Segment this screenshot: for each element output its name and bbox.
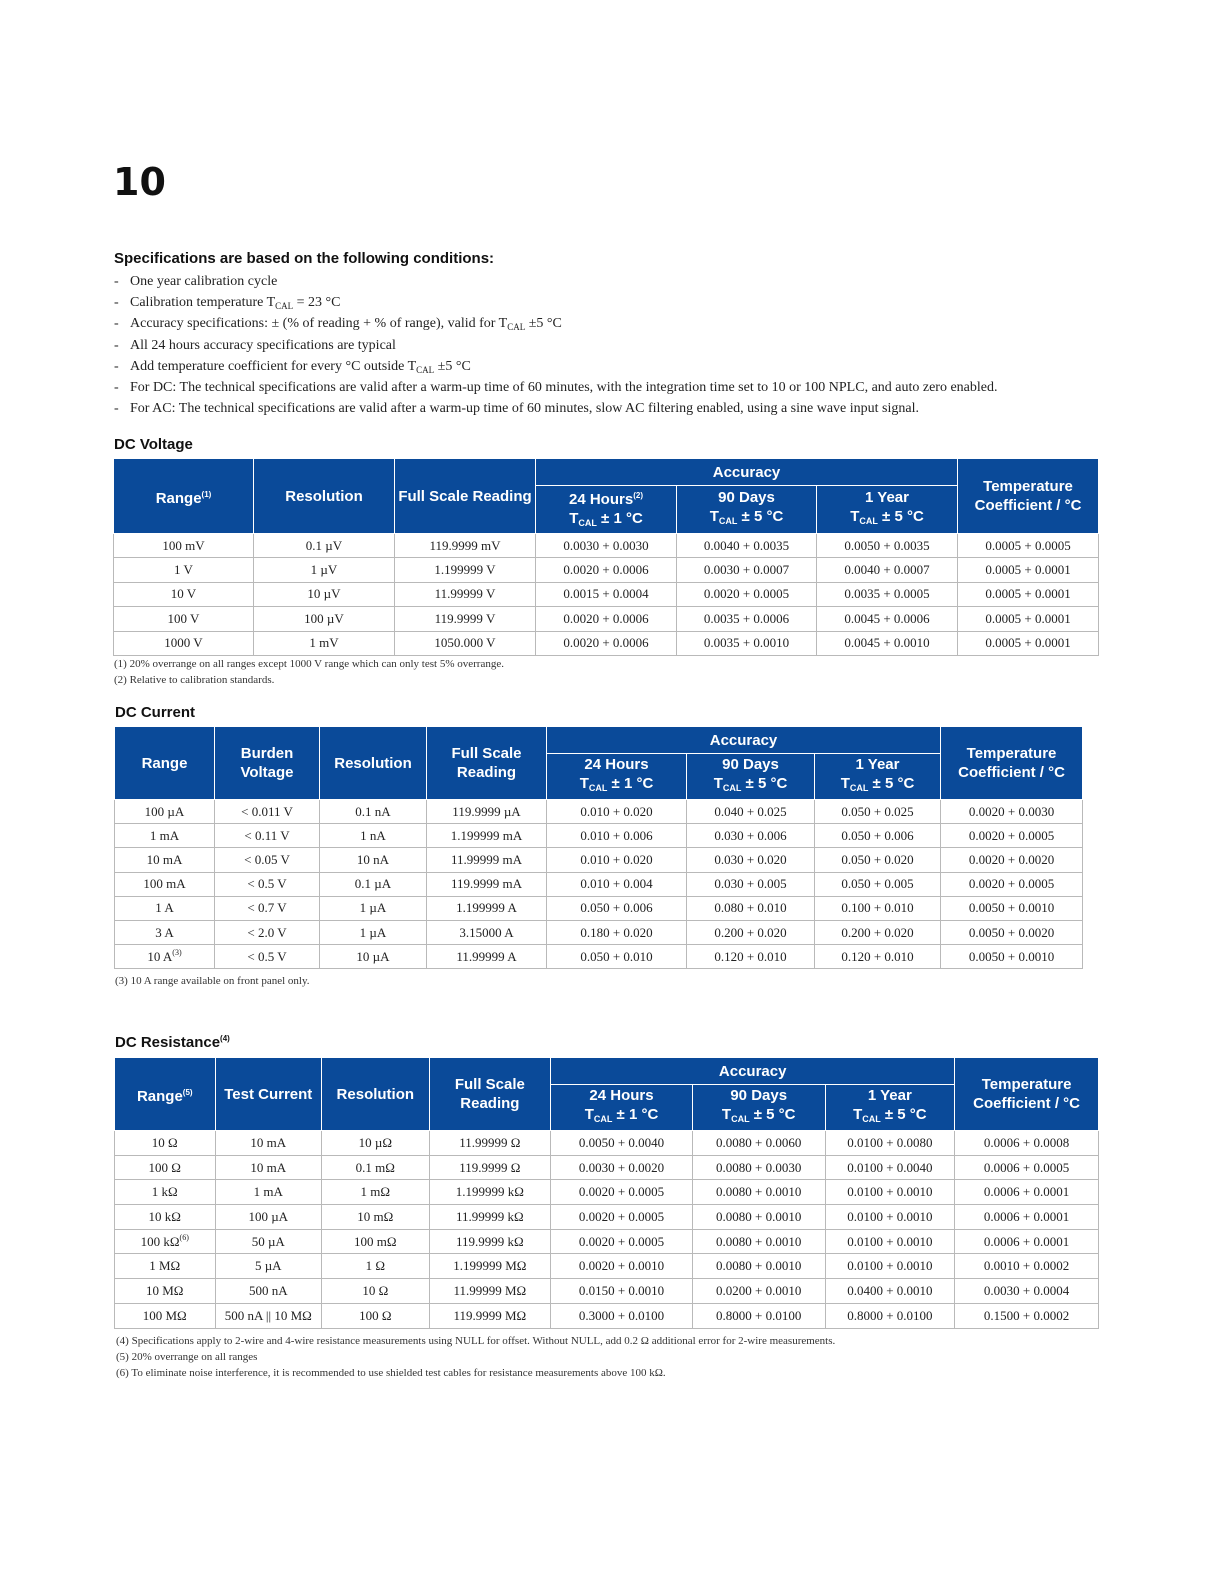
table-cell: 1 mV	[254, 631, 395, 655]
table-cell: 0.0040 + 0.0035	[677, 534, 817, 558]
table-cell: 100 µA	[115, 800, 215, 824]
table-cell: 0.0006 + 0.0001	[955, 1180, 1099, 1205]
table-cell: 0.1 µV	[254, 534, 395, 558]
header-accuracy: Accuracy	[547, 727, 941, 754]
table-cell: 0.0050 + 0.0010	[941, 945, 1083, 969]
table-cell: 0.030 + 0.005	[687, 872, 815, 896]
table-row	[115, 1155, 1099, 1180]
table-cell: 0.0006 + 0.0005	[955, 1155, 1099, 1180]
table-cell: 0.0005 + 0.0005	[958, 534, 1099, 558]
table-row	[115, 1229, 1099, 1254]
table-cell: 1 mA	[115, 824, 215, 848]
table-cell: 0.0050 + 0.0040	[551, 1131, 693, 1156]
header-range: Range$^{(1)}$	[114, 459, 254, 534]
table-cell: 0.0200 + 0.0010	[692, 1279, 825, 1304]
table-cell: 0.010 + 0.004	[547, 872, 687, 896]
table-row	[115, 1303, 1099, 1328]
header-24-hours: 24 Hours $T_{CAL} \pm 1$ °C	[547, 754, 687, 800]
table-cell: 0.0100 + 0.0010	[825, 1254, 955, 1279]
table-cell: 0.0100 + 0.0040	[825, 1155, 955, 1180]
header-full-scale: Full Scale Reading	[429, 1058, 551, 1131]
table-cell: 11.99999 MΩ	[429, 1279, 551, 1304]
table-cell: 10 MΩ	[115, 1279, 216, 1304]
table-cell: 0.0020 + 0.0010	[551, 1254, 693, 1279]
table-cell: 0.050 + 0.010	[547, 945, 687, 969]
table-cell: 0.1 nA	[320, 800, 427, 824]
table-cell: 0.030 + 0.006	[687, 824, 815, 848]
table-cell: 0.0080 + 0.0010	[692, 1229, 825, 1254]
table-cell: 0.3000 + 0.0100	[551, 1303, 693, 1328]
table-cell: < 0.5 V	[215, 872, 320, 896]
condition-item: - One year calibration cycle	[114, 274, 278, 289]
table-cell: 0.0010 + 0.0002	[955, 1254, 1099, 1279]
table-cell: 1 µV	[254, 558, 395, 582]
table-cell: 0.0030 + 0.0030	[536, 534, 677, 558]
table-cell: 0.0035 + 0.0006	[677, 607, 817, 631]
table-cell: 0.0020 + 0.0005	[551, 1229, 693, 1254]
table-cell: 500 nA	[215, 1279, 322, 1304]
table-cell: 0.0020 + 0.0005	[551, 1205, 693, 1230]
table-cell: 0.0080 + 0.0010	[692, 1254, 825, 1279]
dc-resistance-note-6: (6) To eliminate noise interference, it is recommended to use shielded test cables for resistance measurements above 100 kΩ.	[116, 1367, 666, 1379]
table-cell: 3 A	[115, 920, 215, 944]
table-cell: 50 µA	[215, 1229, 322, 1254]
table-cell: 0.050 + 0.020	[815, 848, 941, 872]
table-cell: 10 $A^{(3)}$	[115, 945, 215, 969]
table-cell: 0.0005 + 0.0001	[958, 582, 1099, 606]
table-cell: 1 mΩ	[322, 1180, 430, 1205]
table-cell: 0.1500 + 0.0002	[955, 1303, 1099, 1328]
table-cell: 0.0006 + 0.0008	[955, 1131, 1099, 1156]
table-cell: 0.0035 + 0.0005	[817, 582, 958, 606]
table-cell: 119.9999 mA	[427, 872, 547, 896]
dc-current-note-1: (3) 10 A range available on front panel only.	[115, 975, 310, 987]
table-cell: 0.0030 + 0.0004	[955, 1279, 1099, 1304]
condition-item: - For DC: The technical specifications are valid after a warm-up time of 60 minutes, with the integration time set to 10 or 100 NPLC, and auto zero enabled.	[114, 379, 998, 395]
table-cell: 119.9999 mV	[395, 534, 536, 558]
table-cell: 0.0020 + 0.0006	[536, 631, 677, 655]
table-cell: 0.180 + 0.020	[547, 920, 687, 944]
header-full-scale: Full Scale Reading	[395, 459, 536, 534]
table-cell: 1.199999 A	[427, 896, 547, 920]
dc-voltage-table	[113, 458, 1099, 656]
header-range: Range	[115, 727, 215, 800]
table-cell: 0.010 + 0.020	[547, 800, 687, 824]
table-cell: 0.010 + 0.006	[547, 824, 687, 848]
table-cell: 1 kΩ	[115, 1180, 216, 1205]
table-cell: 3.15000 A	[427, 920, 547, 944]
table-cell: 10 mA	[115, 848, 215, 872]
table-cell: 0.0080 + 0.0010	[692, 1180, 825, 1205]
table-row	[115, 1180, 1099, 1205]
condition-item: - Accuracy specifications: ± (% of reading + % of range), valid for $T_{CAL} \pm 5$ °C	[114, 316, 562, 333]
condition-item: - Add temperature coefficient for every °C outside $T_{CAL} \pm 5$ °C	[114, 358, 471, 375]
table-cell: 0.080 + 0.010	[687, 896, 815, 920]
table-cell: 0.0045 + 0.0010	[817, 631, 958, 655]
table-row	[115, 920, 1083, 944]
table-row	[115, 945, 1083, 969]
table-cell: 10 V	[114, 582, 254, 606]
table-cell: 0.0080 + 0.0030	[692, 1155, 825, 1180]
table-cell: 10 Ω	[115, 1131, 216, 1156]
condition-item: - For AC: The technical specifications are valid after a warm-up time of 60 minutes, slow AC filtering enabled, using a sine wave input signal.	[114, 401, 919, 417]
table-cell: 0.0006 + 0.0001	[955, 1205, 1099, 1230]
table-cell: 0.8000 + 0.0100	[825, 1303, 955, 1328]
table-cell: < 0.011 V	[215, 800, 320, 824]
table-cell: 0.0020 + 0.0005	[941, 872, 1083, 896]
table-cell: 0.0005 + 0.0001	[958, 607, 1099, 631]
table-row	[114, 631, 1099, 655]
table-cell: 0.050 + 0.006	[547, 896, 687, 920]
table-cell: 0.8000 + 0.0100	[692, 1303, 825, 1328]
table-row	[114, 534, 1099, 558]
table-cell: 0.0005 + 0.0001	[958, 558, 1099, 582]
header-resolution: Resolution	[254, 459, 395, 534]
header-24-hours: 24 Hours $T_{CAL} \pm 1$ °C	[551, 1085, 693, 1131]
table-cell: 100 mA	[115, 872, 215, 896]
header-full-scale: Full Scale Reading	[427, 727, 547, 800]
table-cell: 1 mA	[215, 1180, 322, 1205]
table-cell: 0.1 µA	[320, 872, 427, 896]
table-cell: 10 kΩ	[115, 1205, 216, 1230]
table-cell: 0.200 + 0.020	[687, 920, 815, 944]
table-cell: 10 mA	[215, 1155, 322, 1180]
table-cell: 0.0015 + 0.0004	[536, 582, 677, 606]
dc-voltage-note-2: (2) Relative to calibration standards.	[114, 674, 275, 686]
table-cell: 11.99999 V	[395, 582, 536, 606]
header-temp-coefficient: Temperature Coefficient / °C	[941, 727, 1083, 800]
table-cell: 1050.000 V	[395, 631, 536, 655]
table-cell: 0.0045 + 0.0006	[817, 607, 958, 631]
table-cell: 100 Ω	[115, 1155, 216, 1180]
dc-voltage-title: DC Voltage	[114, 436, 193, 453]
table-cell: 0.100 + 0.010	[815, 896, 941, 920]
table-cell: 0.010 + 0.020	[547, 848, 687, 872]
table-cell: 1 µA	[320, 920, 427, 944]
table-cell: 1.199999 mA	[427, 824, 547, 848]
header-temp-coefficient: Temperature Coefficient / °C	[958, 459, 1099, 534]
table-cell: 0.0006 + 0.0001	[955, 1229, 1099, 1254]
table-cell: 10 µV	[254, 582, 395, 606]
table-cell: 100 $k\Omega^{(6)}$	[115, 1229, 216, 1254]
table-row	[115, 872, 1083, 896]
table-cell: 119.9999 MΩ	[429, 1303, 551, 1328]
header-90-days: 90 Days $T_{CAL} \pm 5$ °C	[687, 754, 815, 800]
table-cell: 0.0050 + 0.0035	[817, 534, 958, 558]
table-cell: 119.9999 kΩ	[429, 1229, 551, 1254]
table-cell: 0.120 + 0.010	[687, 945, 815, 969]
table-cell: 0.040 + 0.025	[687, 800, 815, 824]
header-burden-voltage: Burden Voltage	[215, 727, 320, 800]
header-test-current: Test Current	[215, 1058, 322, 1131]
table-cell: 119.9999 V	[395, 607, 536, 631]
header-temp-coefficient: Temperature Coefficient / °C	[955, 1058, 1099, 1131]
header-resolution: Resolution	[322, 1058, 430, 1131]
page-number: 10	[113, 160, 166, 204]
table-cell: 0.0030 + 0.0007	[677, 558, 817, 582]
table-cell: 0.0050 + 0.0010	[941, 896, 1083, 920]
table-cell: 0.0080 + 0.0010	[692, 1205, 825, 1230]
header-range: Range$^{(5)}$	[115, 1058, 216, 1131]
table-cell: 0.0035 + 0.0010	[677, 631, 817, 655]
condition-item: - Calibration temperature $T_{CAL} = 23$ °C	[114, 295, 341, 312]
table-cell: 0.120 + 0.010	[815, 945, 941, 969]
dc-current-table	[114, 726, 1083, 969]
header-24-hours: 24 Hours$^{(2)}$ $T_{CAL} \pm 1$ °C	[536, 486, 677, 534]
table-cell: 100 µA	[215, 1205, 322, 1230]
table-cell: < 0.5 V	[215, 945, 320, 969]
table-cell: 0.030 + 0.020	[687, 848, 815, 872]
table-row	[115, 824, 1083, 848]
table-cell: 11.99999 mA	[427, 848, 547, 872]
dc-resistance-note-5: (5) 20% overrange on all ranges	[116, 1351, 258, 1363]
table-cell: 100 mΩ	[322, 1229, 430, 1254]
table-cell: 100 µV	[254, 607, 395, 631]
table-row	[115, 1205, 1099, 1230]
table-cell: 0.0020 + 0.0005	[941, 824, 1083, 848]
table-cell: 0.0020 + 0.0005	[677, 582, 817, 606]
table-cell: 1 nA	[320, 824, 427, 848]
header-1-year: 1 Year $T_{CAL} \pm 5$ °C	[817, 486, 958, 534]
conditions-list	[114, 272, 998, 420]
table-cell: 1.199999 kΩ	[429, 1180, 551, 1205]
table-row	[115, 1279, 1099, 1304]
table-cell: 100 mV	[114, 534, 254, 558]
table-cell: 100 Ω	[322, 1303, 430, 1328]
table-cell: < 0.7 V	[215, 896, 320, 920]
table-cell: 10 mΩ	[322, 1205, 430, 1230]
table-cell: 119.9999 Ω	[429, 1155, 551, 1180]
table-cell: 11.99999 Ω	[429, 1131, 551, 1156]
table-cell: 1000 V	[114, 631, 254, 655]
table-cell: 0.0020 + 0.0006	[536, 558, 677, 582]
table-row	[114, 558, 1099, 582]
table-cell: 0.0080 + 0.0060	[692, 1131, 825, 1156]
table-cell: 100 V	[114, 607, 254, 631]
table-cell: 0.0100 + 0.0010	[825, 1205, 955, 1230]
table-cell: 0.0030 + 0.0020	[551, 1155, 693, 1180]
table-cell: 11.99999 A	[427, 945, 547, 969]
table-cell: 0.0150 + 0.0010	[551, 1279, 693, 1304]
table-cell: < 0.05 V	[215, 848, 320, 872]
table-cell: 10 mA	[215, 1131, 322, 1156]
table-cell: 10 µΩ	[322, 1131, 430, 1156]
dc-resistance-table	[114, 1057, 1099, 1329]
table-cell: 10 nA	[320, 848, 427, 872]
table-row	[115, 1131, 1099, 1156]
header-90-days: 90 Days $T_{CAL} \pm 5$ °C	[692, 1085, 825, 1131]
table-cell: 0.050 + 0.006	[815, 824, 941, 848]
table-cell: 0.0100 + 0.0010	[825, 1229, 955, 1254]
header-1-year: 1 Year $T_{CAL} \pm 5$ °C	[825, 1085, 955, 1131]
table-row	[114, 607, 1099, 631]
table-cell: 1 MΩ	[115, 1254, 216, 1279]
table-cell: 10 µA	[320, 945, 427, 969]
table-row	[115, 848, 1083, 872]
table-cell: 11.99999 kΩ	[429, 1205, 551, 1230]
table-cell: 1 Ω	[322, 1254, 430, 1279]
table-cell: 10 Ω	[322, 1279, 430, 1304]
table-cell: 0.050 + 0.025	[815, 800, 941, 824]
header-90-days: 90 Days $T_{CAL} \pm 5$ °C	[677, 486, 817, 534]
conditions-title: Specifications are based on the following conditions:	[114, 250, 495, 267]
header-1-year: 1 Year $T_{CAL} \pm 5$ °C	[815, 754, 941, 800]
header-accuracy: Accuracy	[551, 1058, 955, 1085]
dc-voltage-note-1: (1) 20% overrange on all ranges except 1000 V range which can only test 5% overrange.	[114, 658, 504, 670]
header-accuracy: Accuracy	[536, 459, 958, 486]
table-cell: < 0.11 V	[215, 824, 320, 848]
table-row	[115, 896, 1083, 920]
table-cell: 0.0020 + 0.0006	[536, 607, 677, 631]
table-cell: 1 V	[114, 558, 254, 582]
table-cell: 1.199999 MΩ	[429, 1254, 551, 1279]
table-cell: 0.0020 + 0.0020	[941, 848, 1083, 872]
dc-resistance-note-4: (4) Specifications apply to 2-wire and 4-wire resistance measurements using NULL for offset. Without NULL, add 0.2 Ω additional error for 2-wire measurements.	[116, 1335, 836, 1347]
table-row	[115, 800, 1083, 824]
table-cell: 119.9999 µA	[427, 800, 547, 824]
table-cell: 0.0020 + 0.0030	[941, 800, 1083, 824]
table-cell: 0.0400 + 0.0010	[825, 1279, 955, 1304]
table-cell: < 2.0 V	[215, 920, 320, 944]
table-cell: 500 nA || 10 MΩ	[215, 1303, 322, 1328]
table-cell: 100 MΩ	[115, 1303, 216, 1328]
table-cell: 0.0050 + 0.0020	[941, 920, 1083, 944]
header-resolution: Resolution	[320, 727, 427, 800]
table-row	[115, 1254, 1099, 1279]
dc-current-title: DC Current	[115, 704, 196, 721]
dc-resistance-title: DC Resistance$^{(4)}$	[115, 1034, 230, 1051]
table-cell: 0.0100 + 0.0080	[825, 1131, 955, 1156]
condition-item: - All 24 hours accuracy specifications are typical	[114, 337, 396, 353]
table-cell: 0.050 + 0.005	[815, 872, 941, 896]
table-cell: 5 µA	[215, 1254, 322, 1279]
table-cell: 1.199999 V	[395, 558, 536, 582]
table-cell: 0.0005 + 0.0001	[958, 631, 1099, 655]
table-cell: 0.0020 + 0.0005	[551, 1180, 693, 1205]
table-row	[114, 582, 1099, 606]
table-cell: 1 A	[115, 896, 215, 920]
table-cell: 0.0100 + 0.0010	[825, 1180, 955, 1205]
table-cell: 0.1 mΩ	[322, 1155, 430, 1180]
table-cell: 1 µA	[320, 896, 427, 920]
table-cell: 0.0040 + 0.0007	[817, 558, 958, 582]
table-cell: 0.200 + 0.020	[815, 920, 941, 944]
